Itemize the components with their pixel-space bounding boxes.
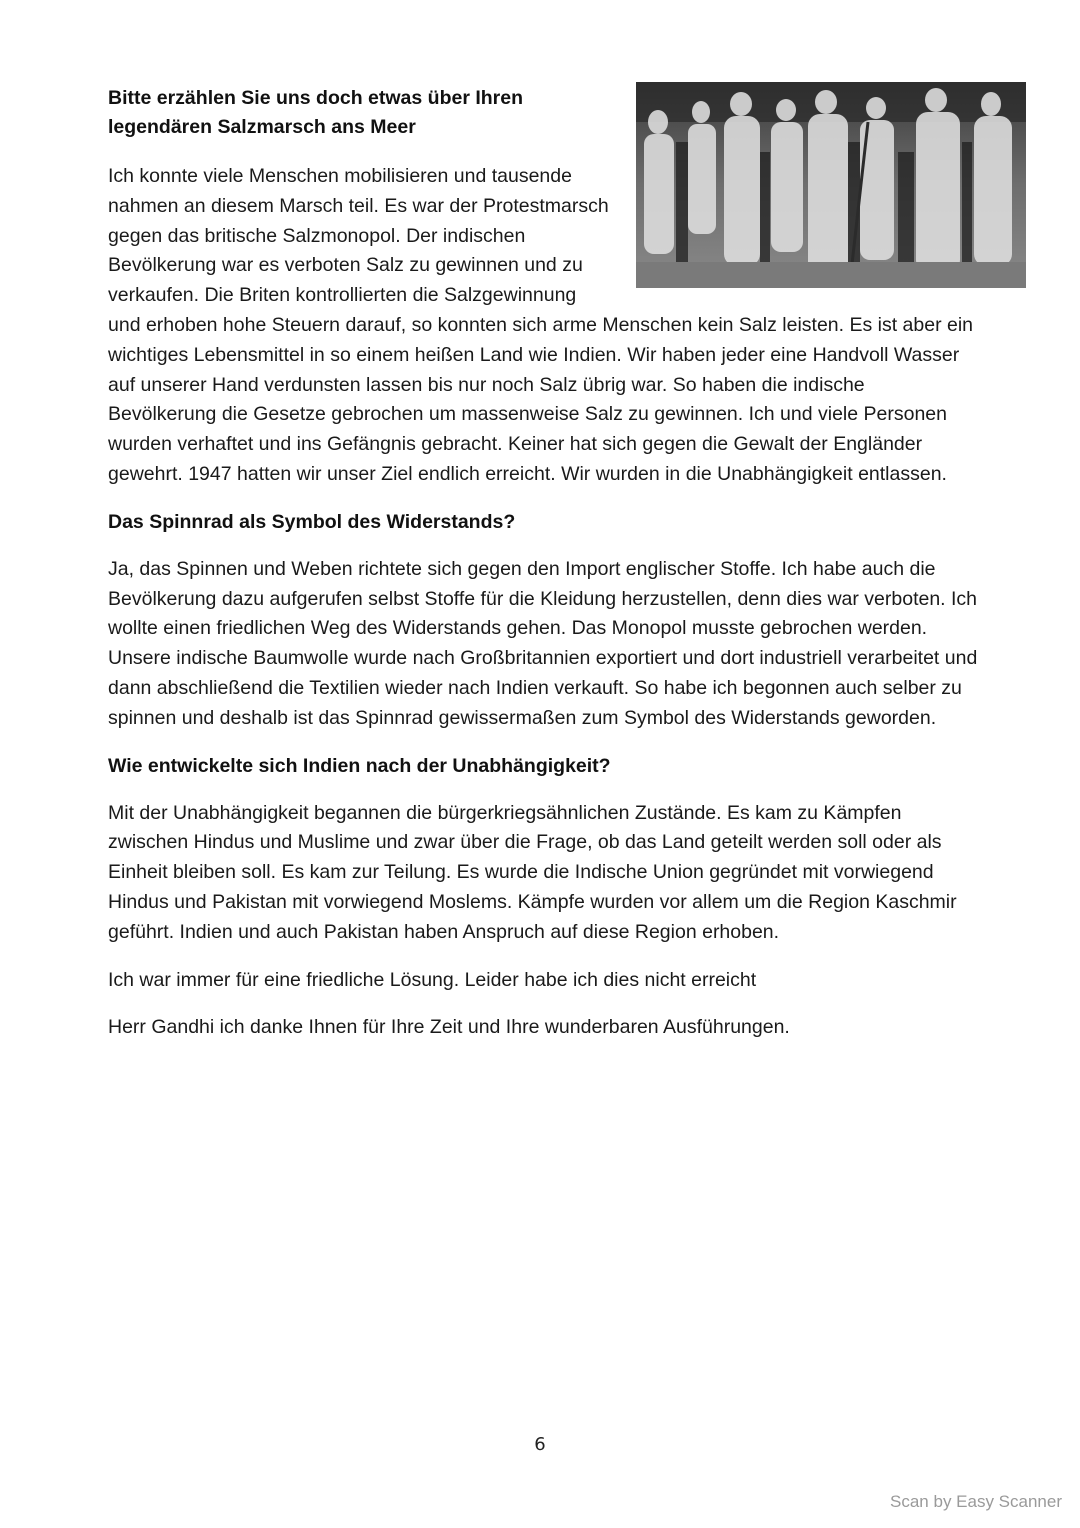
closing-thanks-paragraph: Herr Gandhi ich danke Ihnen für Ihre Zeit und Ihre wunderbaren Ausführungen. (108, 1016, 790, 1039)
article-body (108, 82, 978, 1061)
salt-march-paragraph: Ich konnte viele Menschen mobilisieren und tausende nahmen an diesem Marsch teil. Es war der Protestmarsch gegen das britische Salzmonopol. Der indischen Bevölkerung war es verboten Salz zu gewinnen und zu verkaufen. Die Briten kontrollierten die Salzgewinnung und erhoben hohe Steuern darauf, so konnten sich arme Menschen kein Salz leisten. Es ist aber ein wichtiges Lebensmittel in so einem heißen Land wie Indien. Wir haben jeder eine Handvoll Wasser auf unserer Hand verdunsten lassen bis nur noch Salz übrig war. So haben die indische Bevölkerung die Gesetze gebrochen um massenweise Salz zu gewinnen. Ich und viele Personen wurden verhaftet und ins Gefängnis gebracht. Keiner hat sich gegen die Gewalt der Engländer gewehrt. 1947 hatten wir unser Ziel endlich erreicht. Wir wurden in die Unabhängigkeit entlassen. (108, 165, 974, 485)
salt-march-heading: Bitte erzählen Sie uns doch etwas über Ihren legendären Salzmarsch ans Meer (108, 87, 524, 138)
salt-march-photo (636, 82, 1026, 288)
page-number: 6 (534, 1434, 546, 1455)
scanner-watermark: Scan by Easy Scanner (890, 1492, 1062, 1511)
independence-heading: Wie entwickelte sich Indien nach der Unabhängigkeit? (108, 754, 611, 777)
independence-paragraph: Mit der Unabhängigkeit begannen die bürgerkriegsähnlichen Zustände. Es kam zu Kämpfen zwischen Hindus und Muslime und zwar über die Frage, ob das Land geteilt werden soll oder als Einheit bleiben soll. Es kam zur Teilung. Es wurde die Indische Union gegründet mit vorwiegend Hindus und Pakistan mit vorwiegend Moslems. Kämpfe wurden vor allem um die Region Kaschmir geführt. Indien und auch Pakistan haben Anspruch auf diese Region erhoben. (108, 801, 957, 943)
peaceful-solution-paragraph: Ich war immer für eine friedliche Lösung. Leider habe ich dies nicht erreicht (108, 968, 757, 991)
spinning-wheel-heading: Das Spinnrad als Symbol des Widerstands? (108, 510, 516, 533)
spinning-wheel-paragraph: Ja, das Spinnen und Weben richtete sich gegen den Import englischer Stoffe. Ich habe auch die Bevölkerung dazu aufgerufen selbst Stoffe für die Kleidung herzustellen, denn dies war verboten. Ich wollte einen friedlichen Weg des Widerstands gehen. Das Monopol musste gebrochen werden. Unsere indische Baumwolle wurde nach Großbritannien exportiert und dort industriell verarbeitet und dann abschließend die Textilien wieder nach Indien verkauft. So habe ich begonnen auch selber zu spinnen und deshalb ist das Spinnrad gewissermaßen zum Symbol des Widerstands geworden. (108, 557, 978, 729)
